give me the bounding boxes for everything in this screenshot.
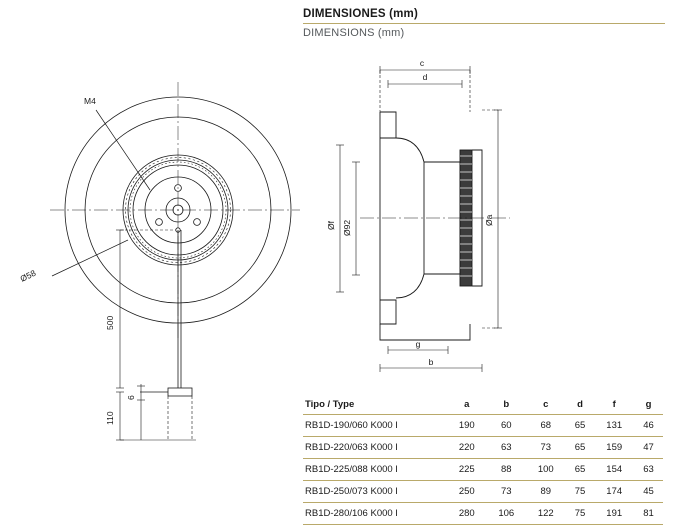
cell-f: 174 xyxy=(594,481,634,503)
table-head xyxy=(303,395,663,415)
cell-b: 73 xyxy=(487,481,527,503)
header-c: c xyxy=(526,395,566,415)
table-row xyxy=(303,503,663,525)
front-view-svg xyxy=(0,40,300,460)
label-g: g xyxy=(415,339,421,349)
label-dim-6: 6 xyxy=(126,395,136,400)
cell-d: 65 xyxy=(566,437,595,459)
cell-b: 88 xyxy=(487,459,527,481)
cell-type: RB1D-225/088 K000 I xyxy=(303,459,447,481)
cell-a: 225 xyxy=(447,459,487,481)
housing-foot xyxy=(380,324,470,340)
cell-a: 190 xyxy=(447,415,487,437)
cell-type: RB1D-190/060 K000 I xyxy=(303,415,447,437)
cell-type: RB1D-220/063 K000 I xyxy=(303,437,447,459)
cell-f: 154 xyxy=(594,459,634,481)
cell-b: 63 xyxy=(487,437,527,459)
label-dim-500: 500 xyxy=(105,315,115,330)
dim-diameter-f xyxy=(336,145,344,292)
header-g: g xyxy=(634,395,663,415)
label-diameter-a: Øa xyxy=(484,214,494,226)
section-view-drawing xyxy=(300,50,673,390)
header-type: Tipo / Type xyxy=(303,395,447,415)
label-dim-110: 110 xyxy=(105,411,115,425)
dimensions-header xyxy=(303,8,665,39)
cell-d: 75 xyxy=(566,503,595,525)
cell-g: 46 xyxy=(634,415,663,437)
cell-c: 89 xyxy=(526,481,566,503)
front-view-drawing xyxy=(0,40,300,460)
cell-d: 65 xyxy=(566,459,595,481)
blade-pack xyxy=(460,150,472,286)
section-view-svg xyxy=(300,50,673,390)
header-f: f xyxy=(594,395,634,415)
label-b: b xyxy=(428,357,434,367)
label-c: c xyxy=(419,58,425,68)
cell-f: 191 xyxy=(594,503,634,525)
bottom-extension-lines xyxy=(120,396,196,440)
dimensions-table-wrap xyxy=(303,395,663,525)
d58-leader xyxy=(52,240,128,276)
cell-type: RB1D-280/106 K000 I xyxy=(303,503,447,525)
cell-c: 68 xyxy=(526,415,566,437)
header-b: b xyxy=(487,395,527,415)
cell-g: 47 xyxy=(634,437,663,459)
cell-a: 220 xyxy=(447,437,487,459)
cell-type: RB1D-250/073 K000 I xyxy=(303,481,447,503)
header-title-en: DIMENSIONS (mm) xyxy=(303,27,405,39)
header-divider xyxy=(303,23,665,24)
label-diameter-92: Ø92 xyxy=(342,219,352,236)
center-lines xyxy=(50,82,300,338)
cell-c: 100 xyxy=(526,459,566,481)
dim-diameter-92 xyxy=(352,162,360,275)
cell-a: 250 xyxy=(447,481,487,503)
cell-a: 280 xyxy=(447,503,487,525)
m4-leader xyxy=(96,110,150,190)
cell-f: 159 xyxy=(594,437,634,459)
cell-g: 45 xyxy=(634,481,663,503)
cell-c: 122 xyxy=(526,503,566,525)
cell-g: 81 xyxy=(634,503,663,525)
table-row xyxy=(303,481,663,503)
dimensions-table xyxy=(303,395,663,525)
cell-b: 106 xyxy=(487,503,527,525)
label-d: d xyxy=(422,72,428,82)
dim-110 xyxy=(116,392,124,440)
cell-b: 60 xyxy=(487,415,527,437)
label-diameter-f: Øf xyxy=(326,221,336,230)
table-row xyxy=(303,415,663,437)
label-diameter-58: Ø58 xyxy=(18,267,38,284)
cell-d: 65 xyxy=(566,415,595,437)
cell-c: 73 xyxy=(526,437,566,459)
header-a: a xyxy=(447,395,487,415)
table-body xyxy=(303,415,663,525)
table-row xyxy=(303,437,663,459)
header-title-es: DIMENSIONES (mm) xyxy=(303,8,419,20)
table-header-row xyxy=(303,395,663,415)
cell-f: 131 xyxy=(594,415,634,437)
label-m4: M4 xyxy=(84,96,96,106)
cell-d: 75 xyxy=(566,481,595,503)
table-row xyxy=(303,459,663,481)
header-d: d xyxy=(566,395,595,415)
cell-g: 63 xyxy=(634,459,663,481)
